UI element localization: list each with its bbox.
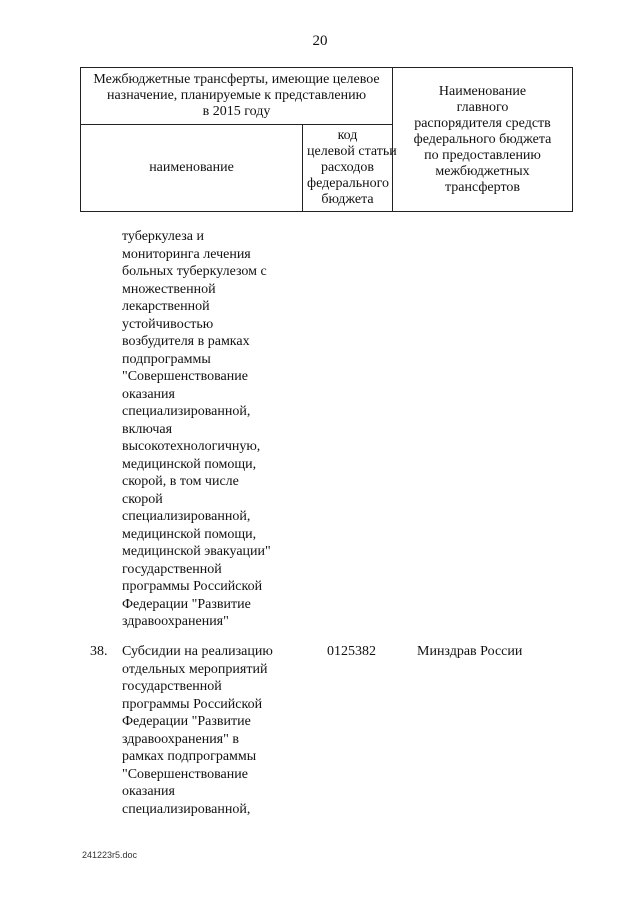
- continued-line: возбудителя в рамках: [122, 334, 250, 349]
- header-group-title-line: в 2015 году: [202, 104, 271, 119]
- header-group-title-line: назначение, планируемые к представлению: [106, 88, 367, 103]
- header-admin-line: Наименование: [438, 83, 527, 99]
- row-name: [122, 643, 297, 818]
- continued-line: оказания: [122, 386, 175, 402]
- table-header: [80, 67, 573, 212]
- continued-line: скорой, в том числе: [122, 474, 239, 489]
- continued-line: мониторинга лечения: [122, 246, 251, 262]
- continued-line: специализированной,: [122, 404, 251, 419]
- header-code-line: бюджета: [321, 192, 374, 207]
- header-code-line: расходов: [320, 160, 375, 175]
- continued-row-name: [122, 228, 297, 631]
- continued-line: медицинской помощи,: [122, 526, 257, 542]
- header-admin-line: по предоставлению: [424, 147, 541, 163]
- header-admin-line: федерального бюджета: [413, 131, 552, 147]
- header-admin-col: [393, 68, 573, 212]
- row-name-line: здравоохранения" в: [122, 731, 239, 747]
- header-group-title-line: Межбюджетные трансферты, имеющие целевое: [93, 72, 380, 87]
- continued-line: подпрограммы: [122, 351, 211, 367]
- continued-line: лекарственной: [122, 299, 210, 314]
- header-admin-line: распорядителя средств: [414, 115, 551, 131]
- page-number: 20: [312, 33, 328, 49]
- header-admin-line: межбюджетных: [435, 163, 530, 179]
- row-number: 38.: [90, 644, 108, 659]
- continued-line: специализированной,: [122, 509, 251, 524]
- continued-line: медицинской помощи,: [122, 456, 257, 472]
- row-name-line: программы Российской: [122, 696, 263, 712]
- continued-line: программы Российской: [122, 579, 263, 594]
- header-code-col: [303, 125, 397, 212]
- header-code-line: код: [337, 128, 358, 143]
- header-code-line: федерального: [307, 176, 390, 191]
- header-name-col: наименование: [81, 125, 303, 212]
- header-admin-line: главного: [456, 99, 509, 115]
- row-name-line: оказания: [122, 784, 175, 799]
- continued-line: скорой: [122, 491, 163, 507]
- row-name-line: Субсидии на реализацию: [122, 644, 273, 659]
- header-admin-line: трансфертов: [444, 179, 521, 195]
- continued-line: высокотехнологичную,: [122, 439, 261, 454]
- row-admin: Минздрав России: [417, 644, 523, 659]
- footer-document-code: 241223r5.doc: [82, 850, 138, 860]
- header-group-title: [81, 68, 393, 125]
- header-code-line: целевой статьи: [307, 144, 397, 159]
- continued-line: включая: [122, 421, 173, 437]
- continued-line: туберкулеза и: [122, 229, 204, 244]
- continued-line: государственной: [122, 561, 222, 577]
- row-name-line: "Совершенствование: [122, 766, 248, 782]
- continued-line: Федерации "Развитие: [122, 596, 251, 612]
- row-name-line: специализированной,: [122, 801, 251, 817]
- row-name-line: рамках подпрограммы: [122, 749, 257, 764]
- continued-line: медицинской эвакуации": [122, 544, 271, 559]
- continued-line: "Совершенствование: [122, 369, 248, 384]
- row-name-line: отдельных мероприятий: [122, 661, 268, 677]
- continued-line: устойчивостью: [122, 316, 214, 332]
- continued-line: здравоохранения": [122, 614, 229, 629]
- continued-line: множественной: [122, 281, 216, 297]
- row-name-line: государственной: [122, 679, 222, 694]
- row-code: 0125382: [327, 644, 376, 659]
- row-name-line: Федерации "Развитие: [122, 714, 251, 729]
- continued-line: больных туберкулезом с: [122, 264, 267, 279]
